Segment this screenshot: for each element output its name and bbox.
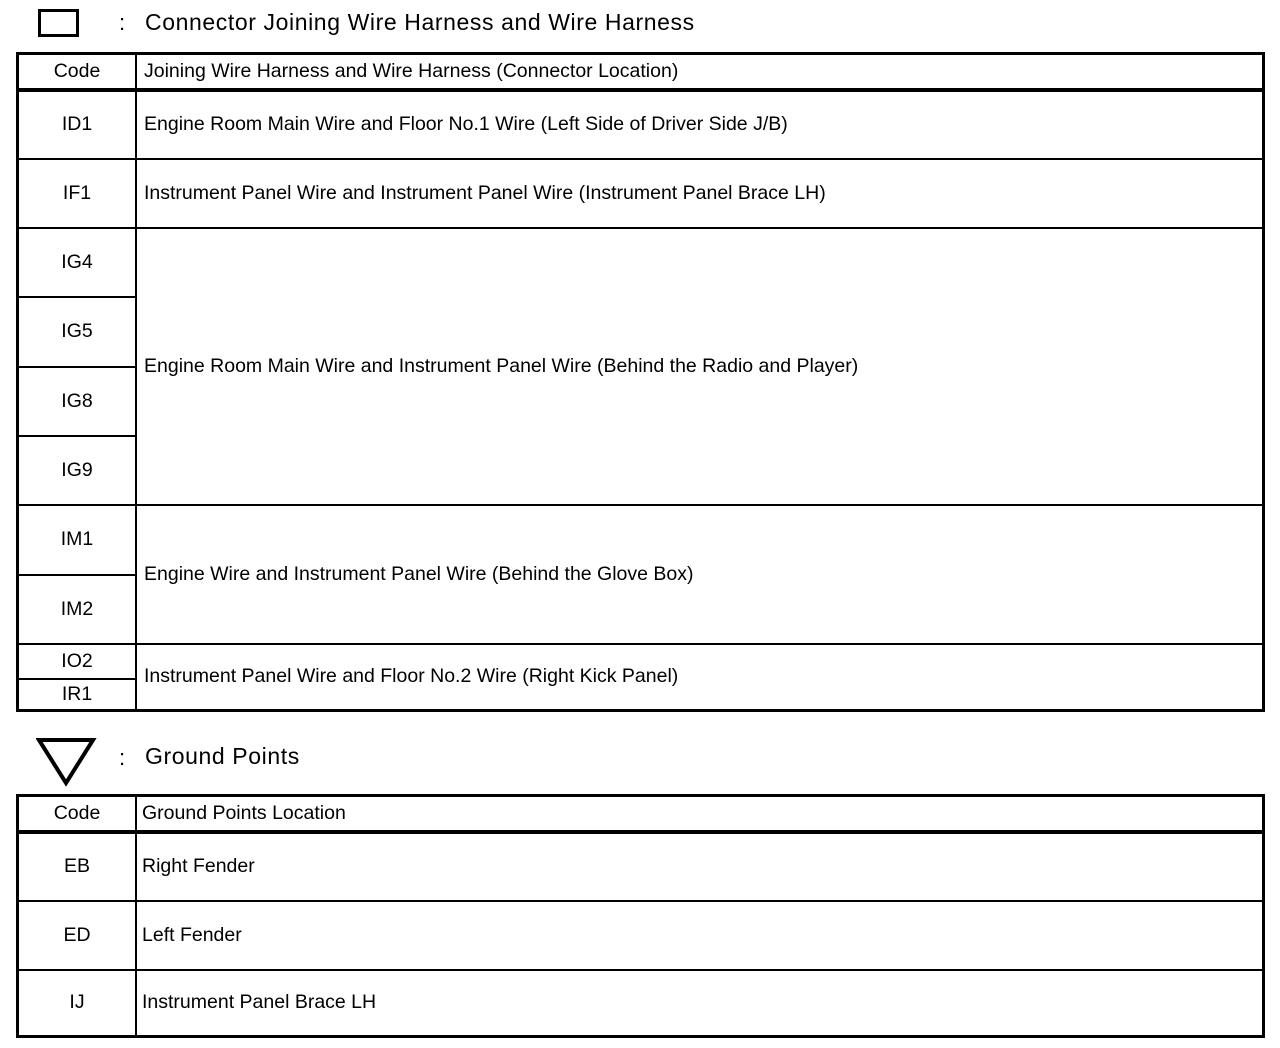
location-cell: Engine Room Main Wire and Floor No.1 Wire (Left Side of Driver Side J/B) <box>136 90 1264 159</box>
code-cell: IO2 <box>18 644 137 679</box>
legend-colon: : <box>119 745 126 770</box>
code-cell: IG5 <box>18 297 137 367</box>
triangle-down-icon <box>36 737 98 787</box>
location-cell: Instrument Panel Wire and Floor No.2 Wire (Right Kick Panel) <box>136 644 1264 711</box>
location-cell: Right Fender <box>136 832 1264 901</box>
location-cell: Engine Wire and Instrument Panel Wire (Behind the Glove Box) <box>136 505 1264 644</box>
code-cell: IM2 <box>18 575 137 644</box>
table-row <box>18 832 1264 901</box>
table-row <box>18 970 1264 1037</box>
code-cell: ED <box>18 901 137 970</box>
location-cell: Instrument Panel Brace LH <box>136 970 1264 1037</box>
code-cell: IR1 <box>18 679 137 711</box>
code-cell: IJ <box>18 970 137 1037</box>
ground-legend-title: Ground Points <box>145 743 300 769</box>
square-icon <box>38 9 79 37</box>
connector-legend <box>0 0 1280 40</box>
header-location: Joining Wire Harness and Wire Harness (Connector Location) <box>136 54 1264 90</box>
code-cell: IG9 <box>18 436 137 505</box>
code-cell: ID1 <box>18 90 137 159</box>
ground-table <box>16 794 1265 1038</box>
location-cell: Instrument Panel Wire and Instrument Panel Wire (Instrument Panel Brace LH) <box>136 159 1264 228</box>
code-cell: IG4 <box>18 228 137 297</box>
legend-colon: : <box>119 10 126 35</box>
table-row <box>18 90 1264 159</box>
table-header-row <box>18 796 1264 832</box>
connector-table <box>16 52 1265 712</box>
table-row <box>18 901 1264 970</box>
code-cell: IG8 <box>18 367 137 436</box>
table-row <box>18 505 1264 575</box>
connector-legend-title: Connector Joining Wire Harness and Wire Harness <box>145 9 695 35</box>
code-cell: EB <box>18 832 137 901</box>
table-row <box>18 159 1264 228</box>
location-cell: Left Fender <box>136 901 1264 970</box>
header-location: Ground Points Location <box>136 796 1264 832</box>
table-header-row <box>18 54 1264 90</box>
location-cell: Engine Room Main Wire and Instrument Panel Wire (Behind the Radio and Player) <box>136 228 1264 505</box>
code-cell: IF1 <box>18 159 137 228</box>
header-code: Code <box>18 796 137 832</box>
table-row <box>18 644 1264 679</box>
code-cell: IM1 <box>18 505 137 575</box>
table-row <box>18 228 1264 297</box>
header-code: Code <box>18 54 137 90</box>
